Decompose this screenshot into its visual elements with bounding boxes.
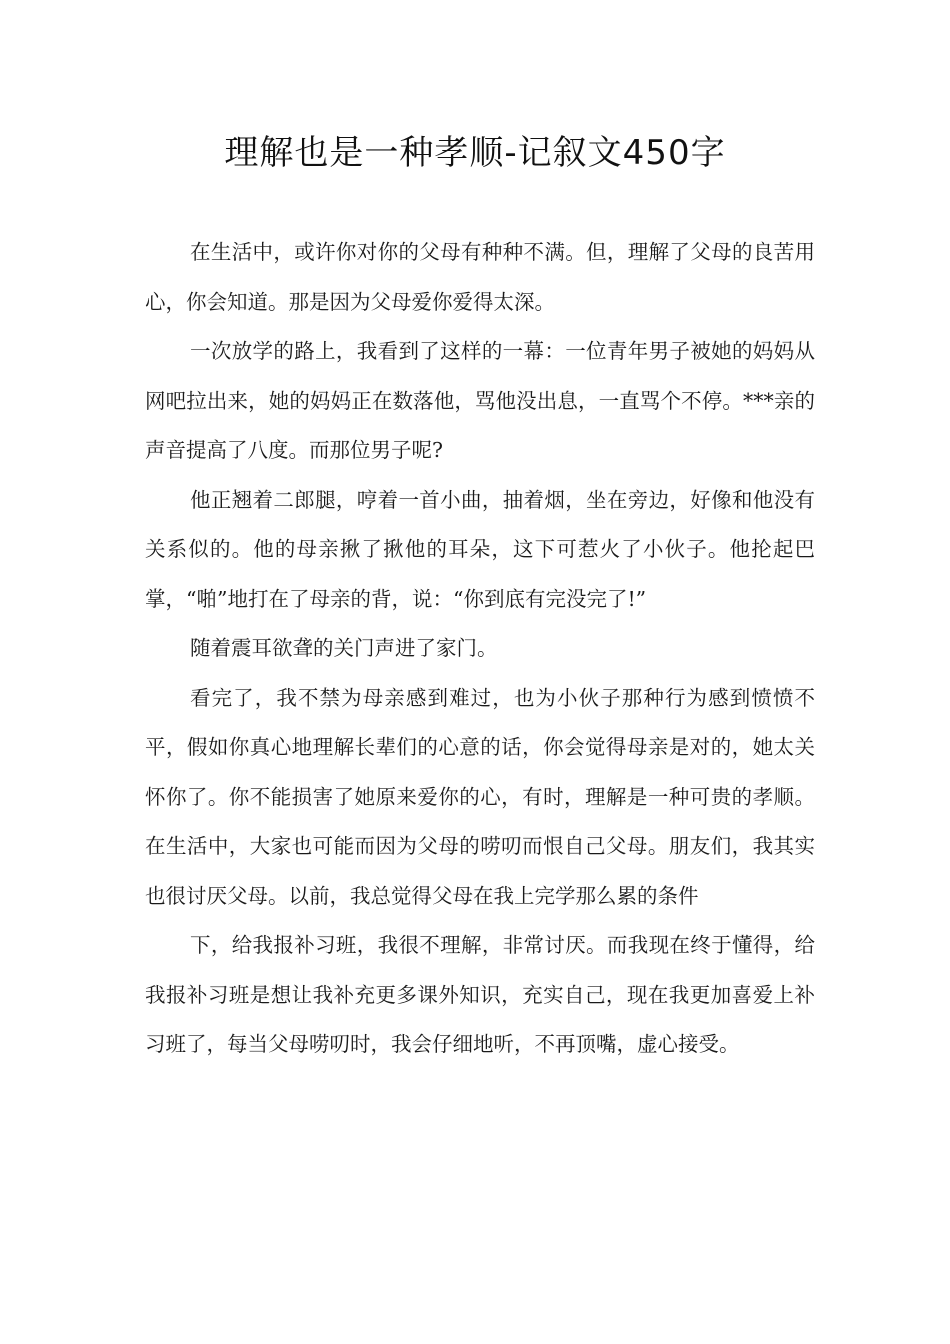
paragraph-2: 一次放学的路上，我看到了这样的一幕：一位青年男子被她的妈妈从网吧拉出来，她的妈妈正在数落他，骂他没出息，一直骂个不停。***亲的声音提高了八度。而那位男子呢? [145, 339, 815, 462]
document-title: 理解也是一种孝顺-记叙文450字 [224, 133, 726, 173]
paragraph-1: 在生活中，或许你对你的父母有种种不满。但，理解了父母的良苦用心，你会知道。那是因为父母爱你爱得太深。 [145, 240, 815, 314]
document-body [145, 228, 815, 1070]
paragraph-4: 随着震耳欲聋的关门声进了家门。 [190, 636, 498, 660]
paragraph-5: 看完了，我不禁为母亲感到难过，也为小伙子那种行为感到愤愤不平，假如你真心地理解长辈们的心意的话，你会觉得母亲是对的，她太关怀你了。你不能损害了她原来爱你的心，有时，理解是一种可贵的孝顺。 在生活中，大家也可能而因为父母的唠叨而恨自己父母。朋友们，我其实也很讨厌父母。以前，我总觉得父母在我上完学那么累的条件 [145, 685, 815, 908]
paragraph-3: 他正翘着二郎腿，哼着一首小曲，抽着烟，坐在旁边，好像和他没有关系似的。他的母亲揪了揪他的耳朵，这下可惹火了小伙子。他抡起巴掌，“啪”地打在了母亲的背，说：“你到底有完没完了!” [145, 487, 815, 611]
paragraph-6: 下，给我报补习班，我很不理解，非常讨厌。而我现在终于懂得，给我报补习班是想让我补充更多课外知识，充实自己，现在我更加喜爱上补习班了，每当父母唠叨时，我会仔细地听，不再顶嘴，虚心接受。 [145, 933, 815, 1056]
